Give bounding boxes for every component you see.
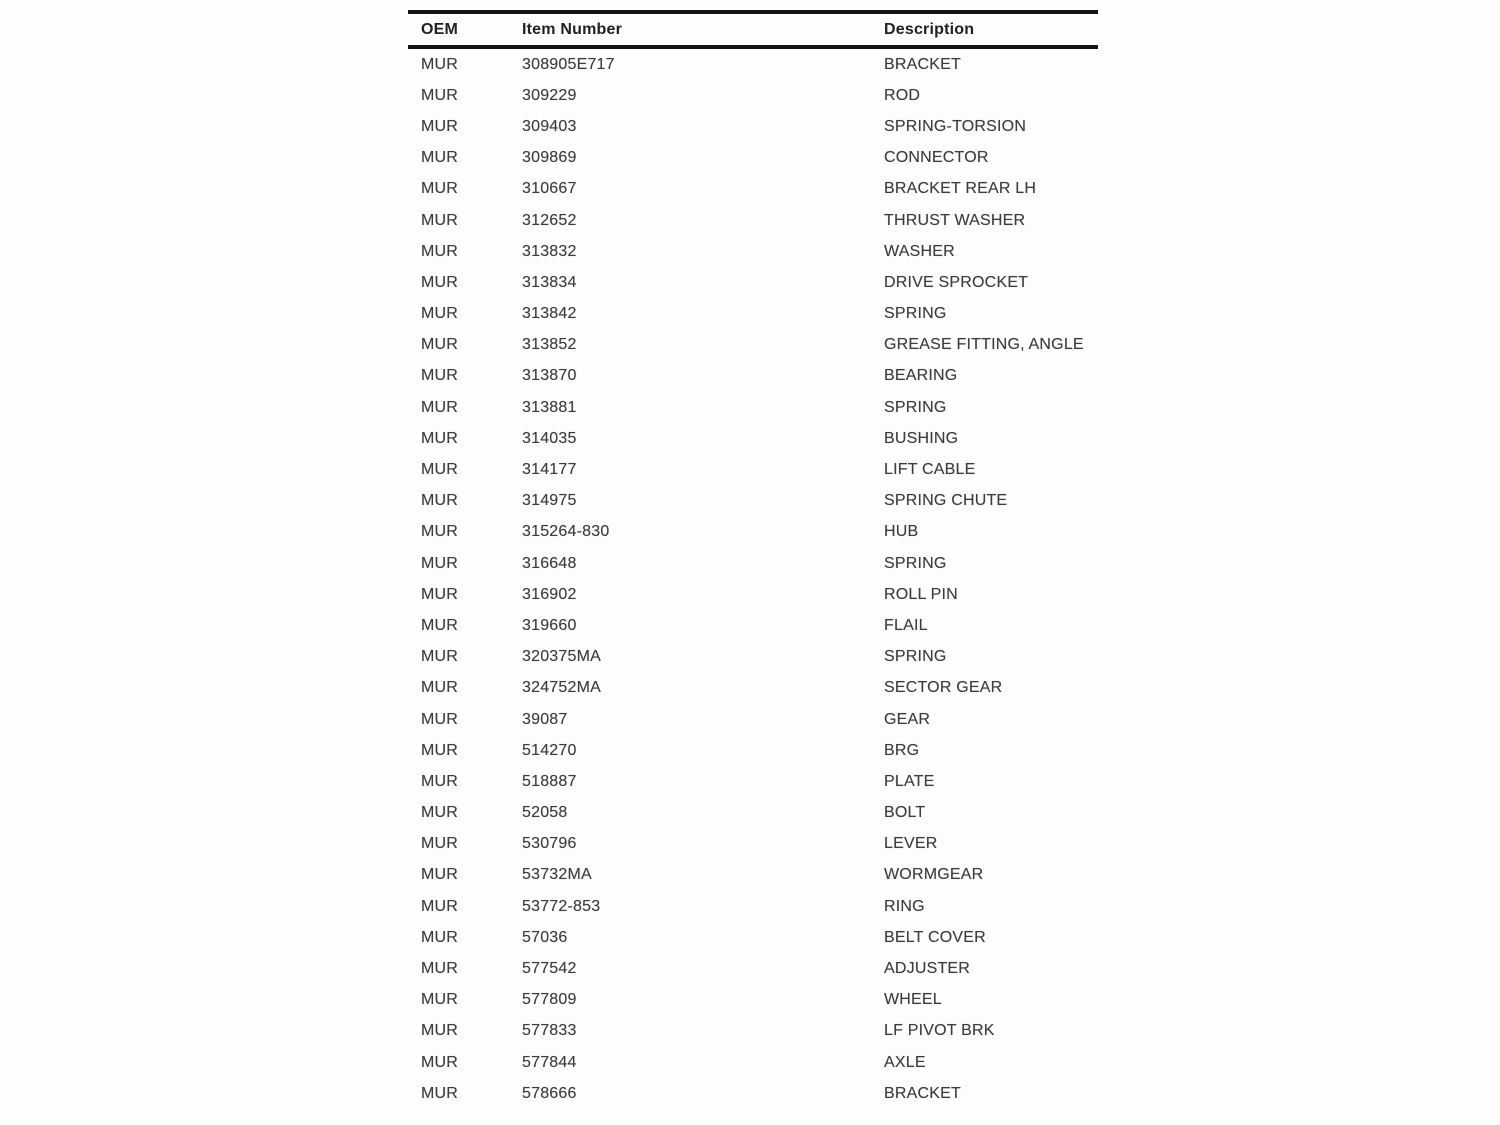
cell-item-number: 577844 [522, 1053, 577, 1071]
table-row [408, 361, 1098, 392]
table-row [408, 1078, 1098, 1109]
table-row [408, 548, 1098, 579]
table-row [408, 704, 1098, 735]
cell-oem: MUR [421, 523, 459, 541]
cell-oem: MUR [421, 398, 459, 416]
cell-description: ROD [884, 86, 921, 104]
column-header-description: Description [884, 20, 975, 38]
table-row [408, 891, 1098, 922]
cell-item-number: 57036 [522, 928, 568, 946]
cell-oem: MUR [421, 461, 459, 479]
cell-item-number: 313834 [522, 273, 577, 291]
cell-item-number: 313842 [522, 305, 577, 323]
cell-item-number: 316902 [522, 585, 577, 603]
cell-item-number: 52058 [522, 804, 568, 822]
cell-oem: MUR [421, 866, 459, 884]
cell-item-number: 53732MA [522, 866, 592, 884]
cell-item-number: 518887 [522, 772, 577, 790]
cell-item-number: 577809 [522, 991, 577, 1009]
cell-description: AXLE [884, 1053, 926, 1071]
cell-oem: MUR [421, 55, 459, 73]
cell-oem: MUR [421, 960, 459, 978]
cell-oem: MUR [421, 1084, 459, 1102]
cell-oem: MUR [421, 1053, 459, 1071]
cell-description: THRUST WASHER [884, 211, 1026, 229]
cell-oem: MUR [421, 648, 459, 666]
column-header-oem: OEM [421, 20, 459, 38]
table-row [408, 299, 1098, 330]
cell-oem: MUR [421, 741, 459, 759]
cell-oem: MUR [421, 897, 459, 915]
cell-oem: MUR [421, 492, 459, 510]
cell-description: ADJUSTER [884, 960, 971, 978]
table-row [408, 236, 1098, 267]
cell-item-number: 313852 [522, 336, 577, 354]
cell-oem: MUR [421, 616, 459, 634]
cell-oem: MUR [421, 804, 459, 822]
cell-description: BRACKET [884, 1084, 961, 1102]
cell-description: BRACKET REAR LH [884, 180, 1037, 198]
table-row [408, 860, 1098, 891]
cell-description: SPRING-TORSION [884, 117, 1027, 135]
cell-description: LF PIVOT BRK [884, 1022, 995, 1040]
cell-item-number: 315264-830 [522, 523, 610, 541]
table-row [408, 766, 1098, 797]
cell-oem: MUR [421, 585, 459, 603]
cell-item-number: 314975 [522, 492, 577, 510]
cell-description: BRACKET [884, 55, 961, 73]
table-row [408, 392, 1098, 423]
table-row [408, 829, 1098, 860]
cell-description: SPRING [884, 398, 947, 416]
cell-description: BELT COVER [884, 928, 986, 946]
cell-item-number: 319660 [522, 616, 577, 634]
cell-description: DRIVE SPROCKET [884, 273, 1029, 291]
cell-oem: MUR [421, 305, 459, 323]
cell-oem: MUR [421, 710, 459, 728]
cell-oem: MUR [421, 336, 459, 354]
cell-oem: MUR [421, 180, 459, 198]
cell-oem: MUR [421, 86, 459, 104]
cell-item-number: 310667 [522, 180, 577, 198]
table-row [408, 642, 1098, 673]
cell-item-number: 309229 [522, 86, 577, 104]
cell-description: WORMGEAR [884, 866, 984, 884]
cell-description: RING [884, 897, 925, 915]
table-row [408, 80, 1098, 111]
cell-item-number: 316648 [522, 554, 577, 572]
cell-oem: MUR [421, 117, 459, 135]
cell-item-number: 39087 [522, 710, 568, 728]
cell-item-number: 313870 [522, 367, 577, 385]
table-row [408, 798, 1098, 829]
cell-description: FLAIL [884, 616, 928, 634]
table-row [408, 47, 1098, 80]
cell-oem: MUR [421, 679, 459, 697]
cell-oem: MUR [421, 273, 459, 291]
table-row [408, 111, 1098, 142]
cell-oem: MUR [421, 429, 459, 447]
cell-oem: MUR [421, 991, 459, 1009]
table-row [408, 330, 1098, 361]
cell-oem: MUR [421, 1022, 459, 1040]
cell-description: SPRING CHUTE [884, 492, 1008, 510]
table-row [408, 735, 1098, 766]
table-row [408, 267, 1098, 298]
cell-item-number: 313832 [522, 242, 577, 260]
table-header [408, 12, 1098, 47]
cell-description: SPRING [884, 554, 947, 572]
table-row [408, 673, 1098, 704]
cell-item-number: 53772-853 [522, 897, 601, 915]
cell-item-number: 514270 [522, 741, 577, 759]
cell-description: GREASE FITTING, ANGLE [884, 336, 1084, 354]
cell-item-number: 313881 [522, 398, 577, 416]
cell-oem: MUR [421, 928, 459, 946]
cell-item-number: 578666 [522, 1084, 577, 1102]
cell-description: BEARING [884, 367, 958, 385]
table-row [408, 517, 1098, 548]
cell-description: SECTOR GEAR [884, 679, 1003, 697]
cell-description: WASHER [884, 242, 955, 260]
cell-item-number: 314035 [522, 429, 577, 447]
table-row [408, 423, 1098, 454]
cell-description: BOLT [884, 804, 926, 822]
cell-description: WHEEL [884, 991, 942, 1009]
table-row [408, 953, 1098, 984]
cell-description: CONNECTOR [884, 149, 989, 167]
cell-description: PLATE [884, 772, 935, 790]
cell-oem: MUR [421, 554, 459, 572]
cell-oem: MUR [421, 367, 459, 385]
cell-description: SPRING [884, 305, 947, 323]
cell-item-number: 312652 [522, 211, 577, 229]
table-row [408, 143, 1098, 174]
cell-item-number: 309403 [522, 117, 577, 135]
table-row [408, 922, 1098, 953]
cell-description: BRG [884, 741, 920, 759]
table-row [408, 1016, 1098, 1047]
parts-list-table [408, 10, 1098, 1109]
cell-item-number: 308905E717 [522, 55, 615, 73]
cell-oem: MUR [421, 149, 459, 167]
table-row [408, 1047, 1098, 1078]
table-header-row [408, 12, 1098, 47]
cell-oem: MUR [421, 772, 459, 790]
cell-item-number: 314177 [522, 461, 577, 479]
column-header-item-number: Item Number [522, 20, 622, 38]
cell-item-number: 320375MA [522, 648, 601, 666]
cell-oem: MUR [421, 242, 459, 260]
cell-description: LIFT CABLE [884, 461, 976, 479]
table-row [408, 454, 1098, 485]
table-row [408, 985, 1098, 1016]
cell-item-number: 309869 [522, 149, 577, 167]
table-row [408, 486, 1098, 517]
cell-item-number: 530796 [522, 835, 577, 853]
table-row [408, 205, 1098, 236]
cell-oem: MUR [421, 211, 459, 229]
cell-item-number: 324752MA [522, 679, 601, 697]
cell-description: HUB [884, 523, 919, 541]
table-row [408, 174, 1098, 205]
cell-item-number: 577542 [522, 960, 577, 978]
table-body [408, 47, 1098, 1109]
cell-description: GEAR [884, 710, 931, 728]
cell-oem: MUR [421, 835, 459, 853]
cell-description: ROLL PIN [884, 585, 958, 603]
cell-description: LEVER [884, 835, 938, 853]
cell-description: BUSHING [884, 429, 959, 447]
table-row [408, 610, 1098, 641]
cell-description: SPRING [884, 648, 947, 666]
cell-item-number: 577833 [522, 1022, 577, 1040]
table-row [408, 579, 1098, 610]
